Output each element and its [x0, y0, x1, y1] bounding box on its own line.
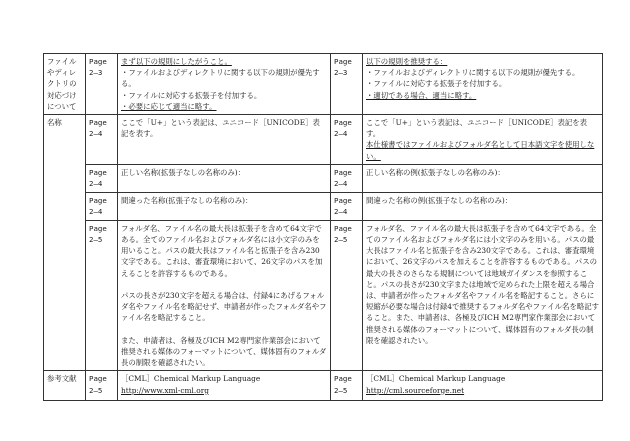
table-row [44, 54, 603, 115]
table-row [44, 164, 603, 192]
right-text-cell: フォルダ名、ファイル名の最大長は拡張子を含めて64文字である。全てのファイル名およびフォルダ名には小文字のみを用いる。パスの最大長はファイル名と拡張子を含み230文字である。これは、審査環境において、26文字のパスを加えることを許容するものである。パスの最大の長さのさらなる規制については地域ガイダンスを参照すること。パスの長さが230文字または地域で定められた上限を超える場合は、申請者が作ったフォルダ名やファイル名を略記すること。さらに短縮が必要な場合は付録4で推奨するフォルダ名やファイル名を略記すること。また、申請者は、各極及びICH M2専門家作業部会において推奨される媒体のフォーマットについて、媒体固有のフォルダ長の制限を確認されたい。 [363, 220, 603, 371]
right-text-cell: 間違った名称の例(拡張子なしの名称のみ)： [363, 192, 603, 220]
right-text-cell: 以下の規則を推奨する： ・ファイルおよびディレクトリに関する以下の規則が優先する。 ・ファイルに対応する拡張子を付加する。 ・適切である場合、適当に略す。 [363, 54, 603, 115]
table-row [44, 220, 603, 371]
right-page-cell: Page 2—4 [331, 164, 363, 192]
category-cell-naming: 名称 [44, 115, 86, 371]
right-page-cell: Page 2—5 [331, 371, 363, 401]
left-text-cell: まず以下の規則にしたがうこと。 ・ファイルおよびディレクトリに関する以下の規則が優先する。 ・ファイルに対応する拡張子を付加する。 ・必要に応じて適当に略す。 [118, 54, 331, 115]
comparison-table [43, 53, 603, 401]
left-page-cell: Page 2—5 [86, 220, 118, 371]
paragraph-gap [121, 279, 327, 290]
category-cell: ファイルやディレクトリの対応づけについて [44, 54, 86, 115]
table-row [44, 192, 603, 220]
left-text-cell: 間違った名称(拡張子なしの名称のみ)： [118, 192, 331, 220]
left-page-cell: Page 2—3 [86, 54, 118, 115]
right-text-cell: ［CML］Chemical Markup Language http://cml.sourceforge.net [363, 371, 603, 401]
left-text-cell: 正しい名称(拡張子なしの名称のみ)： [118, 164, 331, 192]
table-row [44, 371, 603, 401]
reference-link[interactable]: http://www.xml-cml.org [121, 385, 209, 395]
reference-link[interactable]: http://cml.sourceforge.net [366, 385, 465, 395]
left-page-cell: Page 2—4 [86, 192, 118, 220]
right-page-cell: Page 2—4 [331, 192, 363, 220]
paragraph-gap [121, 324, 327, 335]
category-cell: 参考文献 [44, 371, 86, 401]
right-page-cell: Page 2—3 [331, 54, 363, 115]
table-row [44, 115, 603, 165]
left-page-cell: Page 2—5 [86, 371, 118, 401]
left-text-cell: フォルダ名、ファイル名の最大長は拡張子を含めて64文字である。全てのファイル名およびフォルダ名には小文字のみを用いること。パスの最大長はファイル名と拡張子を含み230文字である。これは、審査環境において、26文字のパスを加えることを許容するものである。 パスの長さが230文字を超える場合は、付録4にあげるフォルダ名やファイル名を略記せず、申請者が作ったフォルダ名やファイル名を略記すること。 また、申請者は、各極及びICH M2専門家作業部会において推奨される媒体のフォーマットについて、媒体固有のフォルダ長の制限を確認されたい。 [118, 220, 331, 371]
right-text-cell: 正しい名称の例(拡張子なしの名称のみ)： [363, 164, 603, 192]
left-page-cell: Page 2—4 [86, 115, 118, 165]
right-page-cell: Page 2—4 [331, 115, 363, 165]
right-text-cell: ここで「U+」という表記は、ユニコード［UNICODE］表記を表す。 本仕様書ではファイルおよびフォルダ名として日本語文字を使用しない。 [363, 115, 603, 165]
left-page-cell: Page 2—4 [86, 164, 118, 192]
left-text-cell: ここで「U+」という表記は、ユニコード［UNICODE］表記を表す。 [118, 115, 331, 165]
left-text-cell: ［CML］Chemical Markup Language http://www.xml-cml.org [118, 371, 331, 401]
right-page-cell: Page 2—5 [331, 220, 363, 371]
